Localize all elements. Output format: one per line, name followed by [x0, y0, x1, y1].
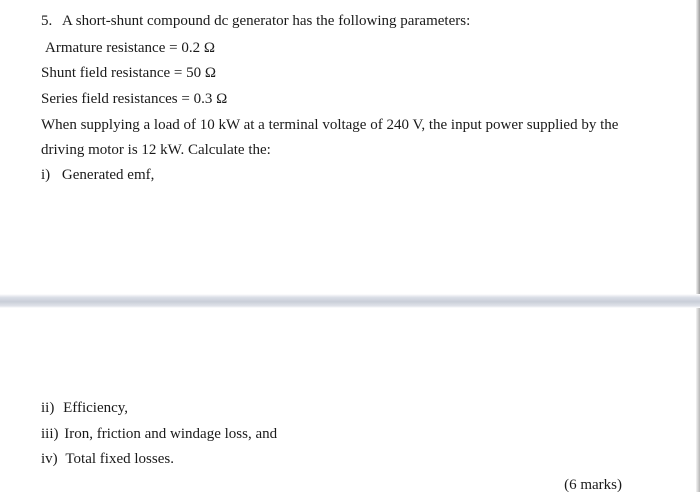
part-iv-text: Total fixed losses. [65, 451, 174, 467]
page-right-edge-lower [696, 308, 700, 492]
part-iii-label: iii) [41, 426, 59, 442]
part-ii-label: ii) [41, 400, 55, 416]
part-ii-text: Efficiency, [63, 400, 129, 416]
part-iv [41, 450, 174, 468]
marks-allocation: (6 marks) [564, 477, 622, 493]
part-i-text: Generated emf, [61, 167, 155, 183]
parameter-series-field-resistance: Series field resistances = 0.3 Ω [41, 91, 228, 107]
question-intro: A short-shunt compound dc generator has the following parameters: [62, 13, 471, 29]
question-number: 5. [41, 13, 53, 29]
part-ii [41, 399, 128, 417]
problem-statement-line-1: When supplying a load of 10 kW at a terminal voltage of 240 V, the input power supplied by the [41, 117, 619, 133]
problem-statement-line-2: driving motor is 12 kW. Calculate the: [41, 142, 271, 158]
parameter-armature-resistance: Armature resistance = 0.2 Ω [45, 40, 215, 56]
question-intro-line [41, 12, 470, 30]
part-iv-label: iv) [41, 451, 58, 467]
part-iii [41, 425, 277, 443]
part-i-label: i) [41, 167, 51, 183]
parameter-shunt-field-resistance: Shunt field resistance = 50 Ω [41, 65, 216, 81]
page-right-edge [696, 0, 700, 294]
part-iii-text: Iron, friction and windage loss, and [64, 426, 278, 442]
page-divider [0, 294, 700, 308]
part-i [41, 166, 154, 184]
